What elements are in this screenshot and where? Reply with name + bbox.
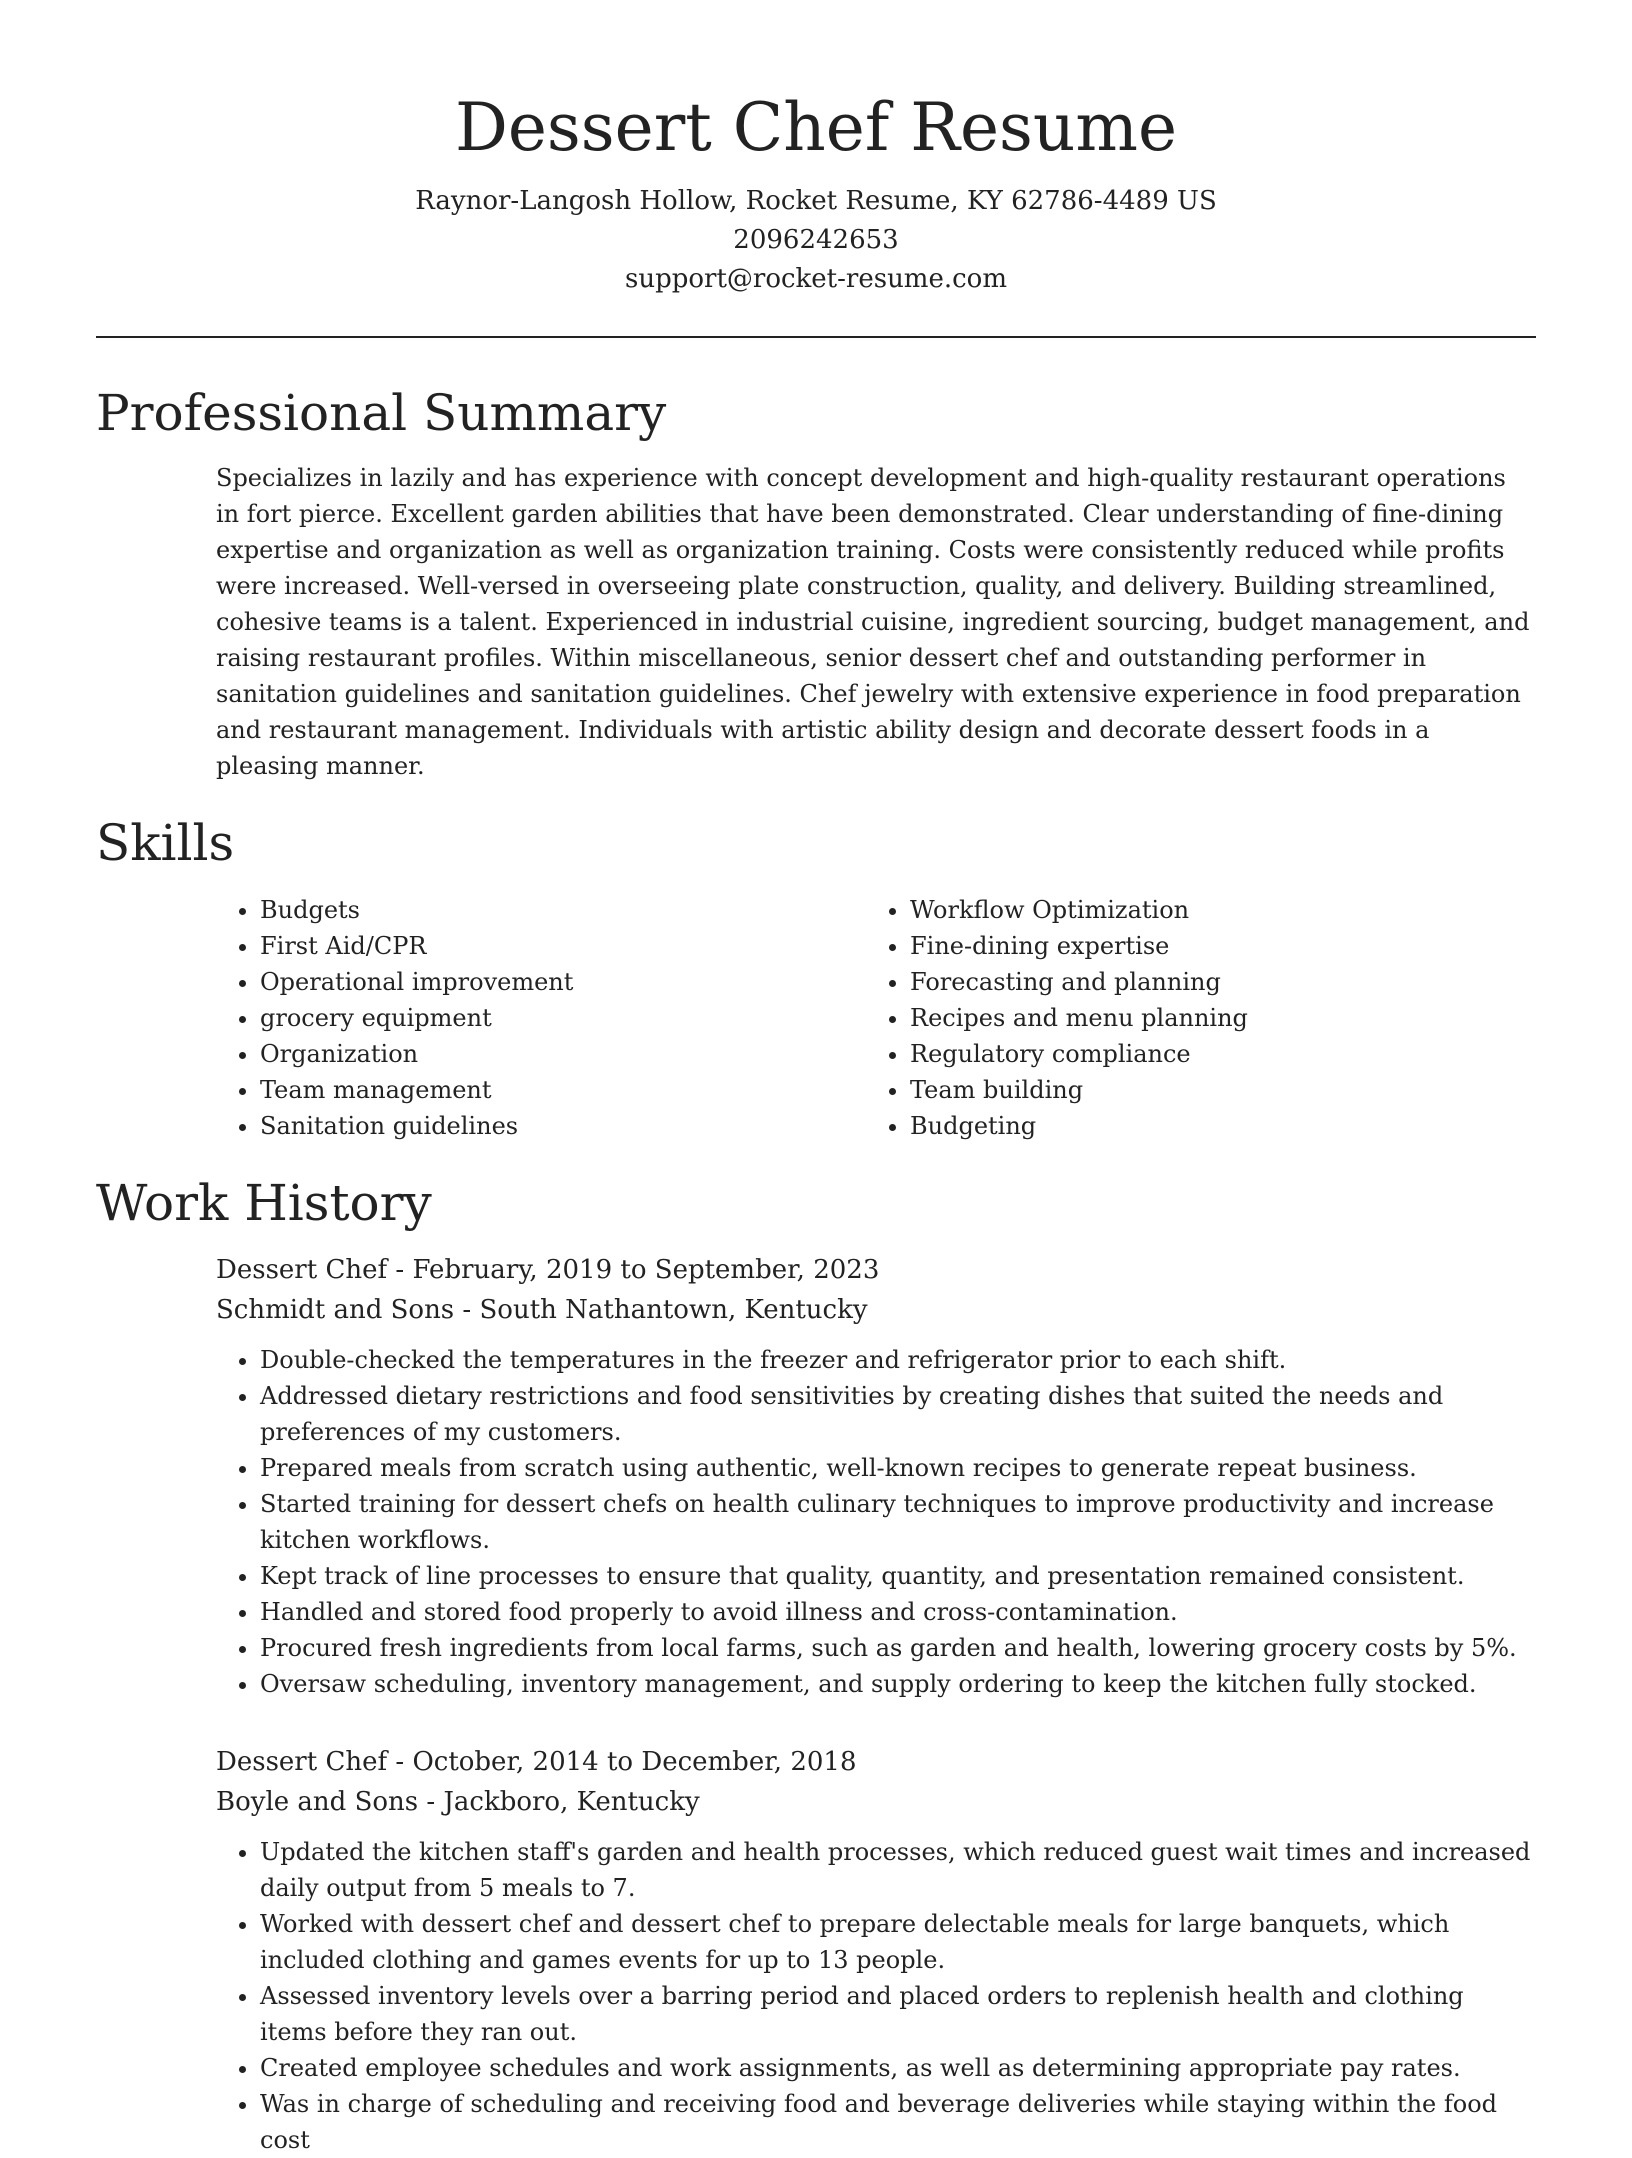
address: Raynor-Langosh Hollow, Rocket Resume, KY 62786-4489 US [415,186,1217,216]
summary-text: Specializes in lazily and has experience with concept development and high-quality restaurant operations in fort pierce. Excellent garden abilities that have been demonstrated. Clear understanding of fine-dining expertise and organization as well as organization training. Costs were consistently reduced while profits were increased. Well-versed in overseeing plate construction, quality, and delivery. Building streamlined, cohesive teams is a talent. Experienced in industrial cuisine, ingredient sourcing, budget management, and raising restaurant profiles. Within miscellaneous, senior dessert chef and outstanding performer in sanitation guidelines and sanitation guidelines. Chef jewelry with extensive experience in food preparation and restaurant management. Individuals with artistic ability design and decorate dessert foods in a pleasing manner. [216,464,1530,780]
job-bullet: • Handled and stored food properly to avoid illness and cross-contamination. [260,1594,1536,1630]
job-dates: October, 2014 to December, 2018 [412,1747,857,1777]
skill-item: • Operational improvement [260,964,866,1000]
skill-item: • Fine-dining expertise [910,928,1516,964]
summary-heading: Professional Summary [96,384,667,442]
skill-item: • Budgets [260,892,866,928]
skill-item: • Team management [260,1072,866,1108]
job-title-line: Dessert Chef - February, 2019 to September, 2023 [216,1255,880,1285]
job-company: Schmidt and Sons [216,1295,455,1325]
job-entry [216,1742,1536,2158]
job-company: Boyle and Sons [216,1787,419,1817]
job-bullet: • Created employee schedules and work assignments, as well as determining appropriate pay rates. [260,2050,1536,2086]
page-title: Dessert Chef Resume [454,89,1178,166]
job-dates: February, 2019 to September, 2023 [412,1255,880,1285]
summary-section [216,460,1536,784]
job-bullet: • Started training for dessert chefs on health culinary techniques to improve productivity and increase kitchen workflows. [260,1486,1536,1558]
header-divider [96,336,1536,338]
job-entry [216,1250,1536,1702]
job-bullet: • Double-checked the temperatures in the freezer and refrigerator prior to each shift. [260,1342,1536,1378]
work-history-heading: Work History [96,1174,432,1232]
job-role: Dessert Chef [216,1747,388,1777]
phone-number: 2096242653 [733,225,899,255]
email-address: support@rocket-resume.com [624,264,1007,294]
job-bullets [216,1342,1536,1702]
resume-page [96,0,1536,2158]
skill-item: • Recipes and menu planning [910,1000,1516,1036]
skill-item: • Organization [260,1036,866,1072]
skill-item: • First Aid/CPR [260,928,866,964]
job-bullet: • Oversaw scheduling, inventory management, and supply ordering to keep the kitchen fully stocked. [260,1666,1536,1702]
work-history-section [216,1250,1536,2158]
job-role: Dessert Chef [216,1255,388,1285]
job-bullet: • Was in charge of scheduling and receiving food and beverage deliveries while staying within the food cost [260,2086,1536,2158]
job-location: South Nathantown, Kentucky [479,1295,868,1325]
skill-item: • Regulatory compliance [910,1036,1516,1072]
skill-item: • grocery equipment [260,1000,866,1036]
job-bullet: • Procured fresh ingredients from local farms, such as garden and health, lowering grocery costs by 5%. [260,1630,1536,1666]
job-bullet: • Kept track of line processes to ensure that quality, quantity, and presentation remained consistent. [260,1558,1536,1594]
skills-section [216,892,1536,1144]
skills-list-right [866,892,1516,1144]
skill-item: • Workflow Optimization [910,892,1516,928]
skill-item: • Team building [910,1072,1516,1108]
job-bullets [216,1834,1536,2158]
skill-item: • Sanitation guidelines [260,1108,866,1144]
skill-item: • Forecasting and planning [910,964,1516,1000]
job-bullet: • Assessed inventory levels over a barring period and placed orders to replenish health and clothing items before they ran out. [260,1978,1536,2050]
job-bullet: • Updated the kitchen staff's garden and health processes, which reduced guest wait times and increased daily output from 5 meals to 7. [260,1834,1536,1906]
job-location: Jackboro, Kentucky [443,1787,700,1817]
job-company-line: Schmidt and Sons - South Nathantown, Kentucky [216,1295,868,1325]
contact-info [96,182,1536,299]
skill-item: • Budgeting [910,1108,1516,1144]
job-bullet: • Prepared meals from scratch using authentic, well-known recipes to generate repeat business. [260,1450,1536,1486]
job-title-line: Dessert Chef - October, 2014 to December, 2018 [216,1747,857,1777]
skills-list-left [216,892,866,1144]
resume-header [96,0,1536,299]
job-company-line: Boyle and Sons - Jackboro, Kentucky [216,1787,700,1817]
skills-heading: Skills [96,814,235,872]
job-bullet: • Addressed dietary restrictions and food sensitivities by creating dishes that suited the needs and preferences of my customers. [260,1378,1536,1450]
job-bullet: • Worked with dessert chef and dessert chef to prepare delectable meals for large banquets, which included clothing and games events for up to 13 people. [260,1906,1536,1978]
